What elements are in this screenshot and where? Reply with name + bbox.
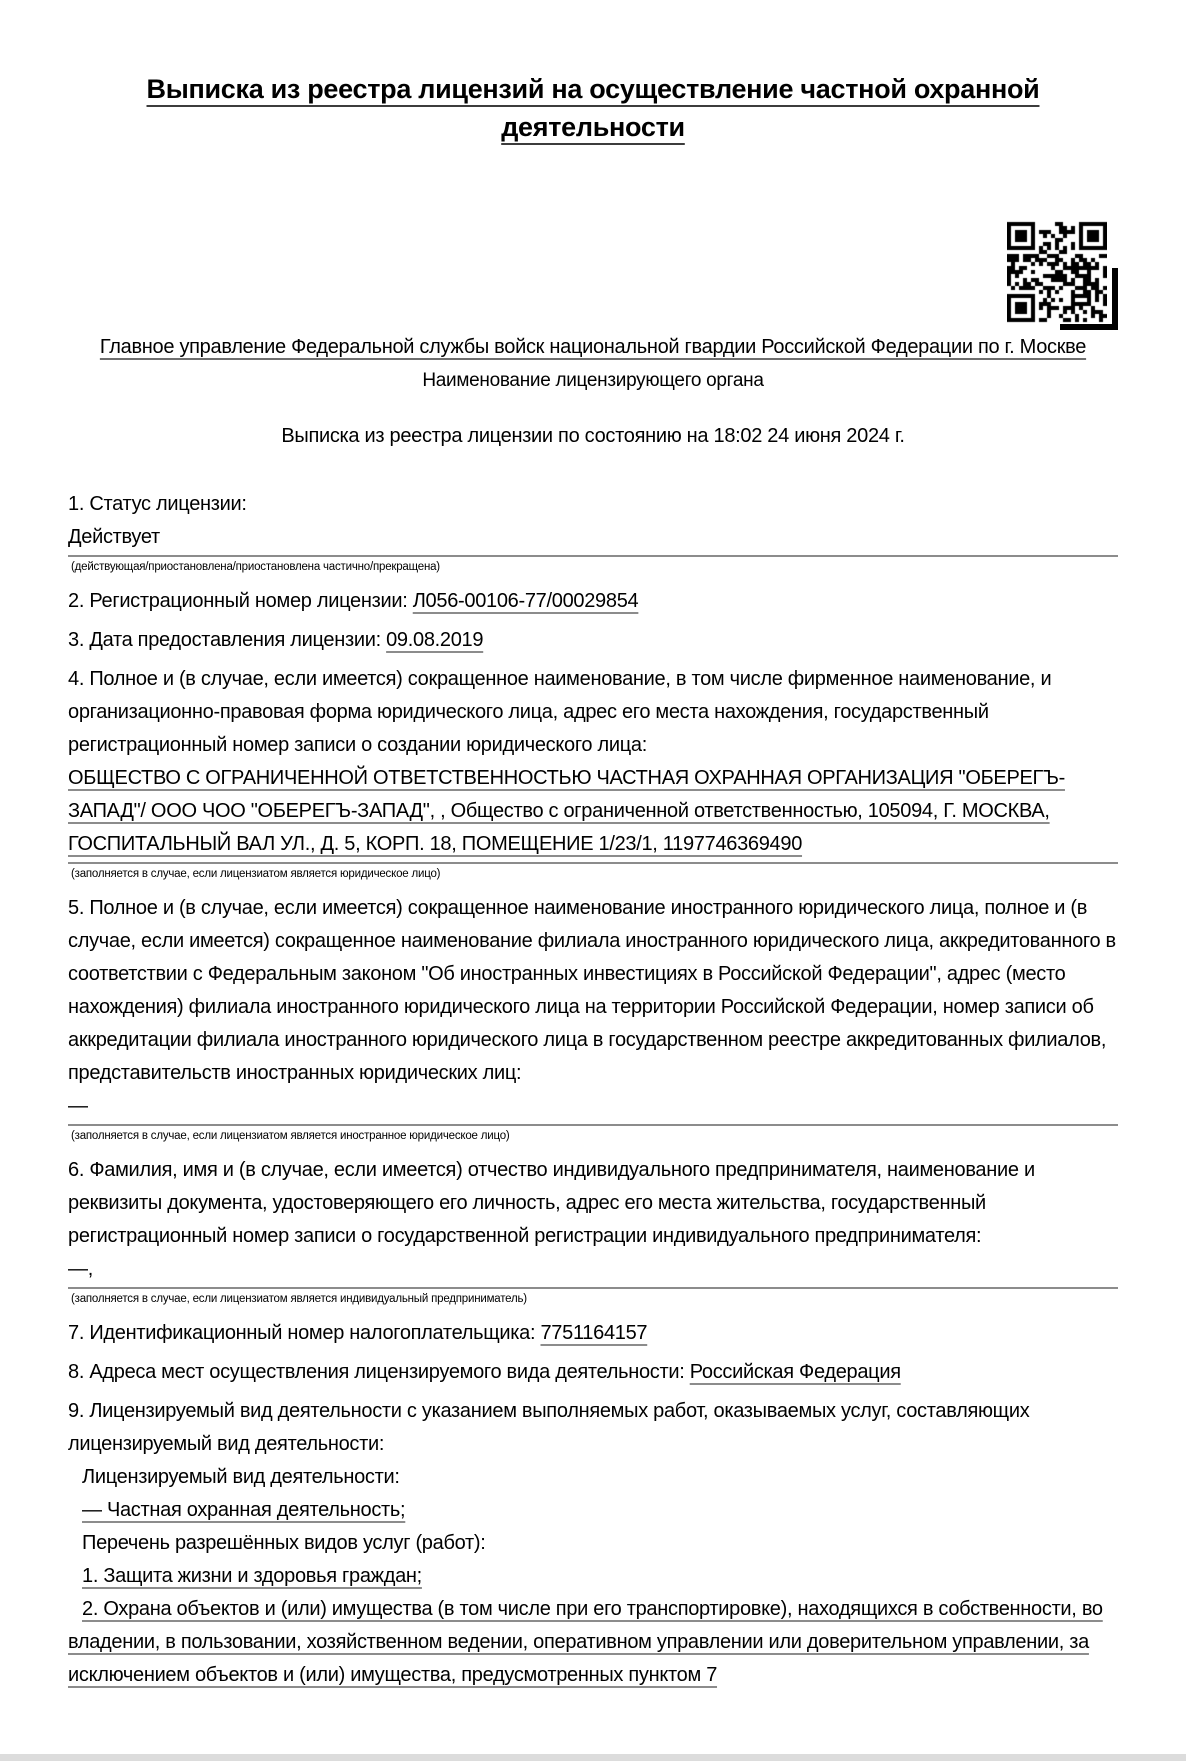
item-inn bbox=[68, 1317, 1118, 1350]
item-grant-date-label: 3. Дата предоставления лицензии: bbox=[68, 629, 387, 652]
activity-type-value: — Частная охранная деятельность; bbox=[82, 1499, 406, 1522]
item-foreign-entity-value: — bbox=[68, 1095, 88, 1118]
item-inn-label: 7. Идентификационный номер налогоплательщика: bbox=[68, 1322, 541, 1345]
service-item-2: 2. Охрана объектов и (или) имущества (в том числе при его транспортировке), находящихся в собственности, во владении, в пользовании, хозяйственном ведении, оперативном управлении или доверительном управлении, за исключением объектов и (или) имущества, предусмотренных пунктом 7 bbox=[68, 1598, 1103, 1687]
item-legal-entity-caption: (заполняется в случае, если лицензиатом является юридическое лицо) bbox=[71, 868, 441, 881]
item-status bbox=[68, 488, 1118, 575]
item-reg-number-value: Л056-00106-77/00029854 bbox=[412, 590, 639, 613]
viewport-bottom-strip bbox=[0, 1754, 1186, 1761]
item-individual-entrepreneur-value: —, bbox=[68, 1258, 93, 1281]
item-individual-entrepreneur-caption: (заполняется в случае, если лицензиатом является индивидуальный предприниматель) bbox=[71, 1293, 527, 1306]
document-title: Выписка из реестра лицензий на осуществление частной охранной деятельности bbox=[146, 74, 1040, 142]
item-activity-label: 9. Лицензируемый вид деятельности с указанием выполняемых работ, оказываемых услуг, составляющих лицензируемый вид деятельности: bbox=[68, 1400, 1030, 1456]
item-foreign-entity bbox=[68, 892, 1118, 1144]
service-item-1: 1. Защита жизни и здоровья граждан; bbox=[82, 1565, 422, 1588]
item-status-field bbox=[68, 521, 1118, 557]
item-inn-value: 7751164157 bbox=[540, 1322, 648, 1345]
item-addresses-label: 8. Адреса мест осуществления лицензируемого вида деятельности: bbox=[68, 1361, 690, 1384]
licensing-authority-caption: Наименование лицензирующего органа bbox=[422, 370, 764, 392]
item-addresses-value: Российская Федерация bbox=[689, 1361, 901, 1384]
item-activity bbox=[68, 1395, 1118, 1692]
item-reg-number-label: 2. Регистрационный номер лицензии: bbox=[68, 590, 413, 613]
license-extract-document bbox=[0, 70, 1186, 1692]
item-reg-number bbox=[68, 585, 1118, 618]
item-individual-entrepreneur-label: 6. Фамилия, имя и (в случае, если имеется) отчество индивидуального предпринимателя, наименование и реквизиты документа, удостоверяющего его личность, адрес его места жительства, государственный регистрационный номер записи о государственной регистрации индивидуального предпринимателя: bbox=[68, 1159, 1035, 1248]
qr-region bbox=[68, 164, 1118, 334]
item-legal-entity-value: ОБЩЕСТВО С ОГРАНИЧЕННОЙ ОТВЕТСТВЕННОСТЬЮ ЧАСТНАЯ ОХРАННАЯ ОРГАНИЗАЦИЯ "ОБЕРЕГЪ-ЗАПАД"/ ООО ЧОО "ОБЕРЕГЪ-ЗАПАД", , Общество с ограниченной ответственностью, 105094, Г. МОСКВА, ГОСПИТАЛЬНЫЙ ВАЛ УЛ., Д. 5, КОРП. 18, ПОМЕЩЕНИЕ 1/23/1, 1197746369490 bbox=[68, 762, 1118, 864]
item-legal-entity bbox=[68, 663, 1118, 882]
item-grant-date bbox=[68, 624, 1118, 657]
item-foreign-entity-label: 5. Полное и (в случае, если имеется) сокращенное наименование иностранного юридического лица, полное и (в случае, если имеется) сокращенное наименование филиала иностранного юридического лица, аккредитованного в соответствии с Федеральным законом "Об иностранных инвестициях в Российской Федерации", адрес (место нахождения) филиала иностранного юридического лица на территории Российской Федерации, номер записи об аккредитации филиала иностранного юридического лица в государственном реестре аккредитованных филиалов, представительств иностранных юридических лиц: bbox=[68, 897, 1116, 1085]
item-individual-entrepreneur bbox=[68, 1154, 1118, 1307]
item-individual-entrepreneur-field bbox=[68, 1253, 1118, 1289]
item-status-label: 1. Статус лицензии: bbox=[68, 493, 247, 516]
item-foreign-entity-field bbox=[68, 1090, 1118, 1126]
item-legal-entity-label: 4. Полное и (в случае, если имеется) сокращенное наименование, в том числе фирменное наименование, и организационно-правовая форма юридического лица, адрес его места нахождения, государственный регистрационный номер записи о создании юридического лица: bbox=[68, 668, 1052, 757]
registration-corner-mark bbox=[1060, 268, 1118, 330]
licensing-authority-name: Главное управление Федеральной службы войск национальной гвардии Российской Федерации по г. Москве bbox=[99, 336, 1087, 359]
item-status-value: Действует bbox=[68, 526, 160, 549]
activity-type-label: Лицензируемый вид деятельности: bbox=[82, 1466, 400, 1489]
item-addresses bbox=[68, 1356, 1118, 1389]
items-list bbox=[68, 488, 1118, 1692]
item-foreign-entity-caption: (заполняется в случае, если лицензиатом является иностранное юридическое лицо) bbox=[71, 1130, 510, 1143]
item-grant-date-value: 09.08.2019 bbox=[386, 629, 484, 652]
services-list-label: Перечень разрешённых видов услуг (работ): bbox=[82, 1532, 486, 1555]
item-status-caption: (действующая/приостановлена/приостановлена частично/прекращена) bbox=[71, 561, 440, 574]
extract-as-of-line: Выписка из реестра лицензии по состоянию на 18:02 24 июня 2024 г. bbox=[281, 425, 905, 448]
